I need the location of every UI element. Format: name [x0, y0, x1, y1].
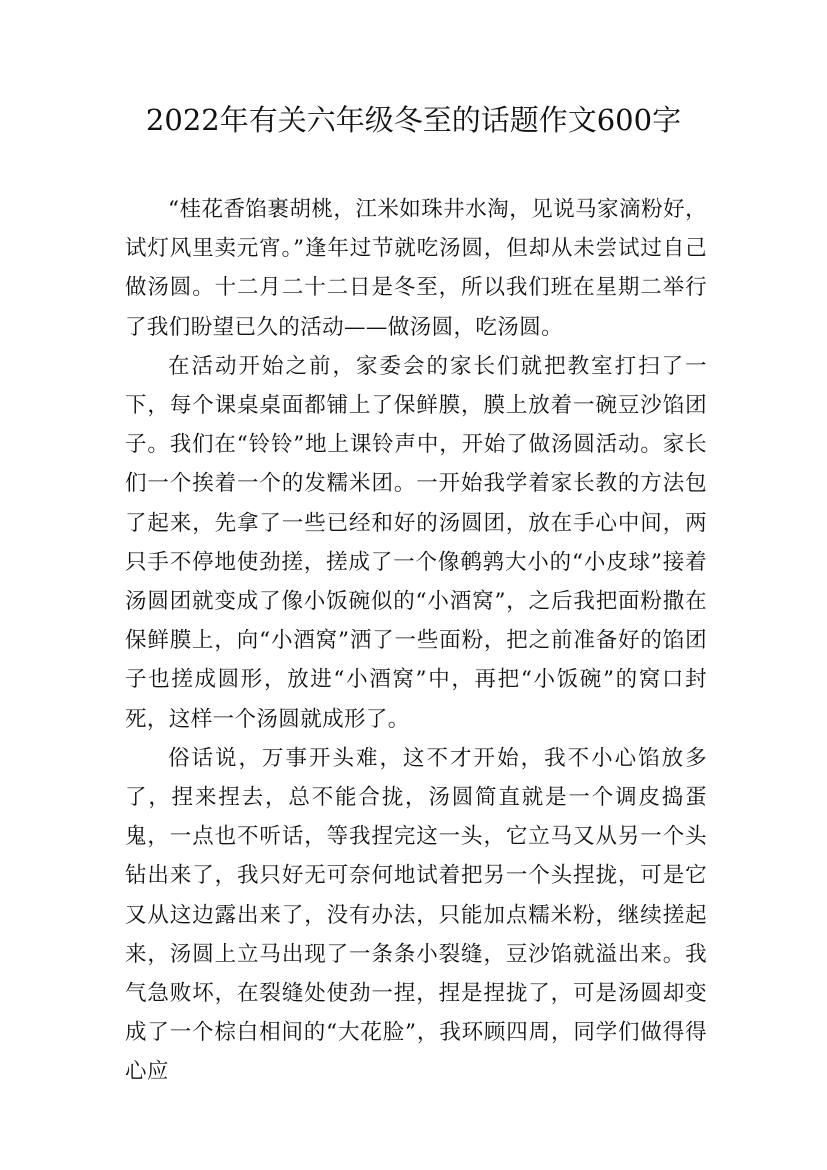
paragraph-2: 在活动开始之前，家委会的家长们就把教室打扫了一下，每个课桌桌面都铺上了保鲜膜，膜上放着一碗豆沙馅团子。我们在“铃铃”地上课铃声中，开始了做汤圆活动。家长们一个挨着一个的发糯米团。一开始我学着家长教的方法包了起来，先拿了一些已经和好的汤圆团，放在手心中间，两只手不停地使劲搓，搓成了一个像鹌鹑大小的“小皮球”接着汤圆团就变成了像小饭碗似的“小酒窝”，之后我把面粉撒在保鲜膜上，向“小酒窝”洒了一些面粉，把之前准备好的馅团子也搓成圆形，放进“小酒窝”中，再把“小饭碗”的窝口封死，这样一个汤圆就成形了。: [125, 353, 707, 732]
paragraph-1: “桂花香馅裹胡桃，江米如珠井水淘，见说马家滴粉好，试灯风里卖元宵。”逢年过节就吃汤圆，但却从未尝试过自己做汤圆。十二月二十二日是冬至，所以我们班在星期二举行了我们盼望已久的活动——做汤圆，吃汤圆。: [125, 197, 707, 340]
paragraph-3: 俗话说，万事开头难，这不才开始，我不小心馅放多了，捏来捏去，总不能合拢，汤圆简直就是一个调皮捣蛋鬼，一点也不听话，等我捏完这一头，它立马又从另一个头钻出来了，我只好无可奈何地试着把另一个头捏拢，可是它又从这边露出来了，没有办法，只能加点糯米粉，继续搓起来，汤圆上立马出现了一条条小裂缝，豆沙馅就溢出来。我气急败坏，在裂缝处使劲一捏，捏是捏拢了，可是汤圆却变成了一个棕白相间的“大花脸”，我环顾四周，同学们做得得心应: [125, 745, 707, 1085]
document-title: 2022年有关六年级冬至的话题作文600字: [145, 103, 682, 137]
document-body: [125, 190, 707, 1092]
